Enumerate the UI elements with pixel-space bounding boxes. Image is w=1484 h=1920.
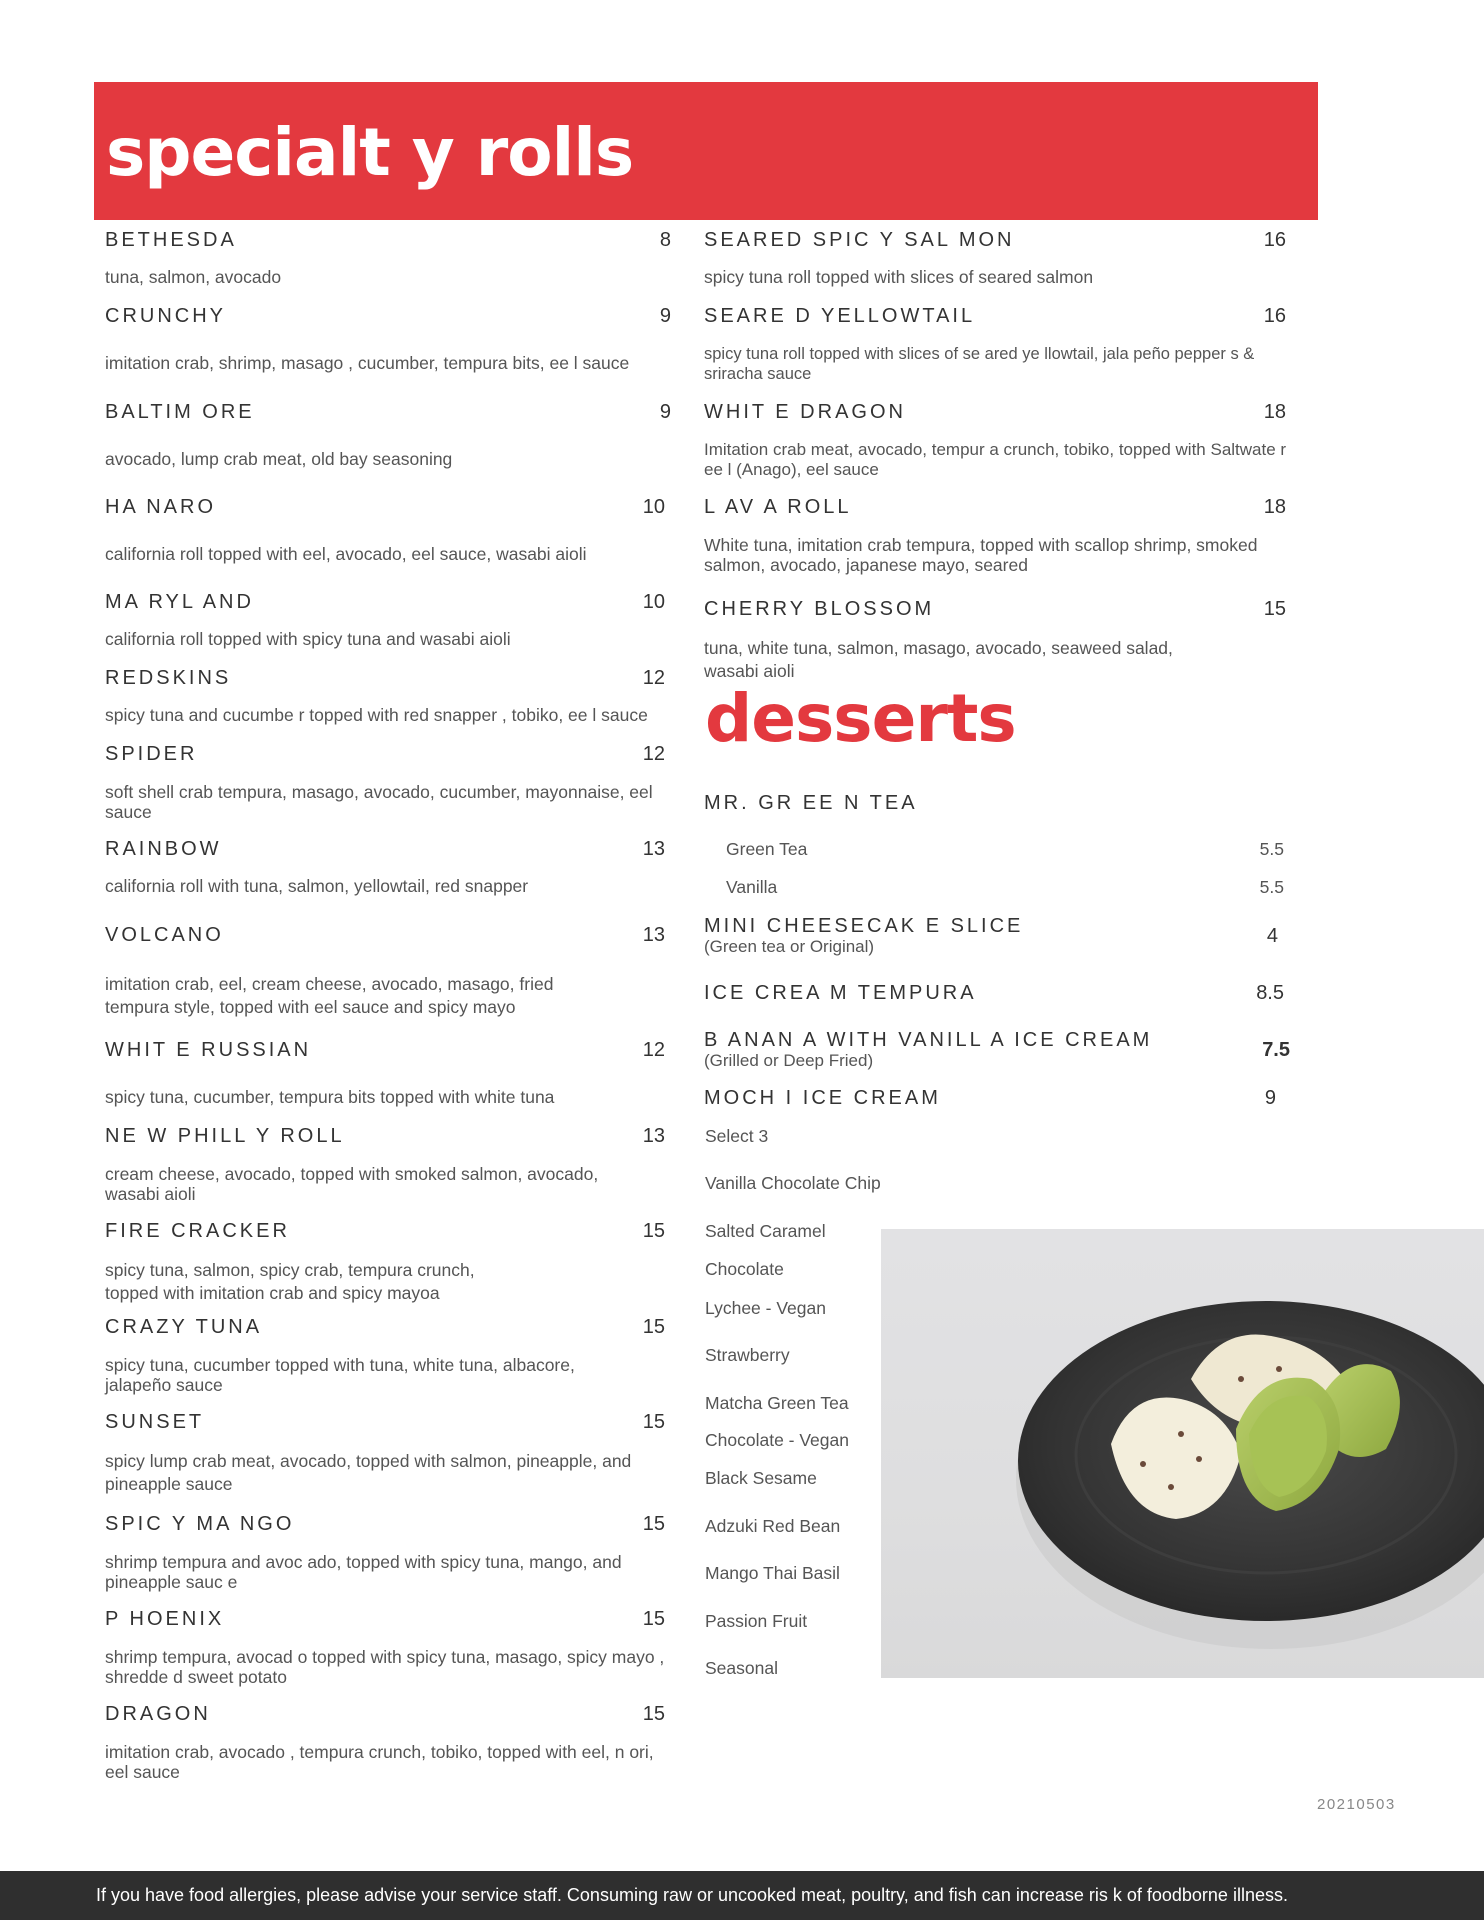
item-description: imitation crab, avocado , tempura crunch, tobiko, topped with eel, n ori, eel sauce — [105, 1742, 654, 1782]
item-description: california roll topped with eel, avocado, eel sauce, wasabi aioli — [105, 544, 587, 564]
item-name: SPIC Y MA NGO — [105, 1513, 295, 1535]
item-name: NE W PHILL Y ROLL — [105, 1125, 345, 1147]
item-price: 15 — [642, 1316, 665, 1338]
item-name: CRUNCHY — [105, 305, 226, 327]
item-price: 12 — [642, 667, 665, 689]
item-price: 7.5 — [1262, 1039, 1290, 1061]
mochi-flavor: Chocolate - Vegan — [705, 1430, 849, 1450]
item-price: 12 — [642, 743, 665, 765]
item-name: HA NARO — [105, 496, 217, 518]
item-price: 15 — [1263, 598, 1286, 620]
item-description: spicy tuna roll topped with slices of seared salmon — [704, 267, 1094, 287]
dessert-variant — [726, 877, 1284, 898]
item-name: RAINBOW — [105, 838, 222, 860]
item-price: 15 — [642, 1513, 665, 1535]
item-description: shrimp tempura and avoc ado, topped with spicy tuna, mango, and pineapple sauc e — [105, 1552, 622, 1592]
item-name: BALTIM ORE — [105, 401, 255, 423]
item-description: cream cheese, avocado, topped with smoked salmon, avocado, wasabi aioli — [105, 1164, 599, 1204]
mochi-flavor: Lychee - Vegan — [705, 1298, 826, 1318]
page-title: specialt y rolls — [106, 114, 634, 191]
variant-name: Vanilla — [726, 877, 778, 897]
item-price: 10 — [642, 496, 665, 518]
menu-code: 20210503 — [1317, 1796, 1396, 1813]
variant-price: 5.5 — [1259, 839, 1284, 859]
item-price: 13 — [642, 1125, 665, 1147]
item-description: spicy tuna and cucumbe r topped with red snapper , tobiko, ee l sauce — [105, 705, 648, 725]
item-name: SUNSET — [105, 1411, 205, 1433]
mochi-flavor: Chocolate — [705, 1259, 784, 1279]
item-description: imitation crab, shrimp, masago , cucumber, tempura bits, ee l sauce — [105, 353, 630, 373]
mochi-select-note: Select 3 — [705, 1126, 769, 1146]
item-name: MOCH I ICE CREAM — [704, 1087, 941, 1109]
item-price: 9 — [659, 401, 671, 423]
item-description: avocado, lump crab meat, old bay seasoning — [105, 449, 453, 469]
item-description: california roll topped with spicy tuna and wasabi aioli — [105, 629, 511, 649]
item-description: spicy tuna, cucumber, tempura bits topped with white tuna — [105, 1087, 555, 1107]
footer-bar — [0, 1871, 1484, 1920]
item-price: 8.5 — [1256, 982, 1284, 1004]
item-name: SEARED SPIC Y SAL MON — [704, 229, 1015, 251]
item-description: soft shell crab tempura, masago, avocado, cucumber, mayonnaise, eel sauce — [105, 782, 653, 822]
item-name: DRAGON — [105, 1703, 211, 1725]
item-price: 18 — [1263, 401, 1286, 423]
item-name: SEARE D YELLOWTAIL — [704, 305, 976, 327]
header-banner — [94, 82, 1318, 220]
item-name: MR. GR EE N TEA — [704, 792, 918, 814]
item-price: 15 — [642, 1608, 665, 1630]
item-description: imitation crab, eel, cream cheese, avocado, masago, fried tempura style, topped with eel sauce and spicy mayo — [105, 974, 554, 1017]
mochi-photo — [881, 1229, 1484, 1678]
item-description: Imitation crab meat, avocado, tempur a crunch, tobiko, topped with Saltwate r ee l (Anago), eel sauce — [704, 440, 1287, 479]
item-description: spicy tuna, cucumber topped with tuna, white tuna, albacore, jalapeño sauce — [105, 1355, 575, 1395]
item-name: VOLCANO — [105, 924, 224, 946]
item-price: 9 — [1264, 1087, 1276, 1109]
item-description: spicy tuna, salmon, spicy crab, tempura crunch, topped with imitation crab and spicy mayoa — [105, 1260, 475, 1303]
mochi-flavor: Black Sesame — [705, 1468, 817, 1488]
item-name: FIRE CRACKER — [105, 1220, 290, 1242]
item-name: REDSKINS — [105, 667, 232, 689]
mochi-flavor: Vanilla Chocolate Chip — [705, 1173, 881, 1193]
item-price: 18 — [1263, 496, 1286, 518]
item-price: 13 — [642, 838, 665, 860]
item-name: CRAZY TUNA — [105, 1316, 263, 1338]
mochi-plate-illustration — [881, 1229, 1484, 1678]
item-name: MINI CHEESECAK E SLICE — [704, 915, 1024, 937]
item-name: BETHESDA — [105, 229, 237, 251]
item-name: SPIDER — [105, 743, 198, 765]
mochi-flavor: Strawberry — [705, 1345, 790, 1365]
item-name: MA RYL AND — [105, 591, 254, 613]
item-subtitle: (Grilled or Deep Fried) — [704, 1051, 874, 1070]
item-description: spicy tuna roll topped with slices of se ared ye llowtail, jala peño pepper s & sriracha sauce — [704, 345, 1255, 383]
allergy-notice: If you have food allergies, please advise your service staff. Consuming raw or uncooked meat, poultry, and fish can increase ris k of foodborne illness. — [96, 1885, 1288, 1905]
item-price: 16 — [1263, 229, 1286, 251]
variant-price: 5.5 — [1259, 877, 1284, 897]
item-name: B ANAN A WITH VANILL A ICE CREAM — [704, 1029, 1153, 1051]
item-price: 15 — [642, 1703, 665, 1725]
item-name: WHIT E RUSSIAN — [105, 1039, 312, 1061]
item-description: california roll with tuna, salmon, yellowtail, red snapper — [105, 876, 529, 896]
item-price: 8 — [659, 229, 671, 251]
item-price: 10 — [642, 591, 665, 613]
item-name: WHIT E DRAGON — [704, 401, 906, 423]
item-name: CHERRY BLOSSOM — [704, 598, 935, 620]
item-description: tuna, white tuna, salmon, masago, avocado, seaweed salad, wasabi aioli — [704, 638, 1173, 681]
item-name: ICE CREA M TEMPURA — [704, 982, 977, 1004]
item-description: tuna, salmon, avocado — [105, 267, 282, 287]
item-description: spicy lump crab meat, avocado, topped with salmon, pineapple, and pineapple sauce — [105, 1451, 632, 1494]
mochi-flavor: Passion Fruit — [705, 1611, 808, 1631]
item-price: 15 — [642, 1220, 665, 1242]
item-description: shrimp tempura, avocad o topped with spicy tuna, masago, spicy mayo , shredde d sweet potato — [105, 1647, 665, 1687]
item-price: 13 — [642, 924, 665, 946]
item-price: 4 — [1266, 925, 1278, 947]
mochi-flavor: Salted Caramel — [705, 1221, 826, 1241]
item-price: 16 — [1263, 305, 1286, 327]
variant-name: Green Tea — [726, 839, 808, 859]
item-subtitle: (Green tea or Original) — [704, 937, 875, 956]
item-price: 12 — [642, 1039, 665, 1061]
desserts-title: desserts — [705, 680, 1016, 757]
dessert-variant — [726, 839, 1284, 860]
item-description: White tuna, imitation crab tempura, topped with scallop shrimp, smoked salmon, avocado, japanese mayo, seared — [704, 535, 1258, 575]
mochi-flavor: Adzuki Red Bean — [705, 1516, 841, 1536]
item-name: P HOENIX — [105, 1608, 225, 1630]
item-name: L AV A ROLL — [704, 496, 852, 518]
item-price: 15 — [642, 1411, 665, 1433]
mochi-flavor: Seasonal — [705, 1658, 778, 1678]
mochi-flavor: Mango Thai Basil — [705, 1563, 840, 1583]
item-price: 9 — [659, 305, 671, 327]
mochi-flavor: Matcha Green Tea — [705, 1393, 849, 1413]
